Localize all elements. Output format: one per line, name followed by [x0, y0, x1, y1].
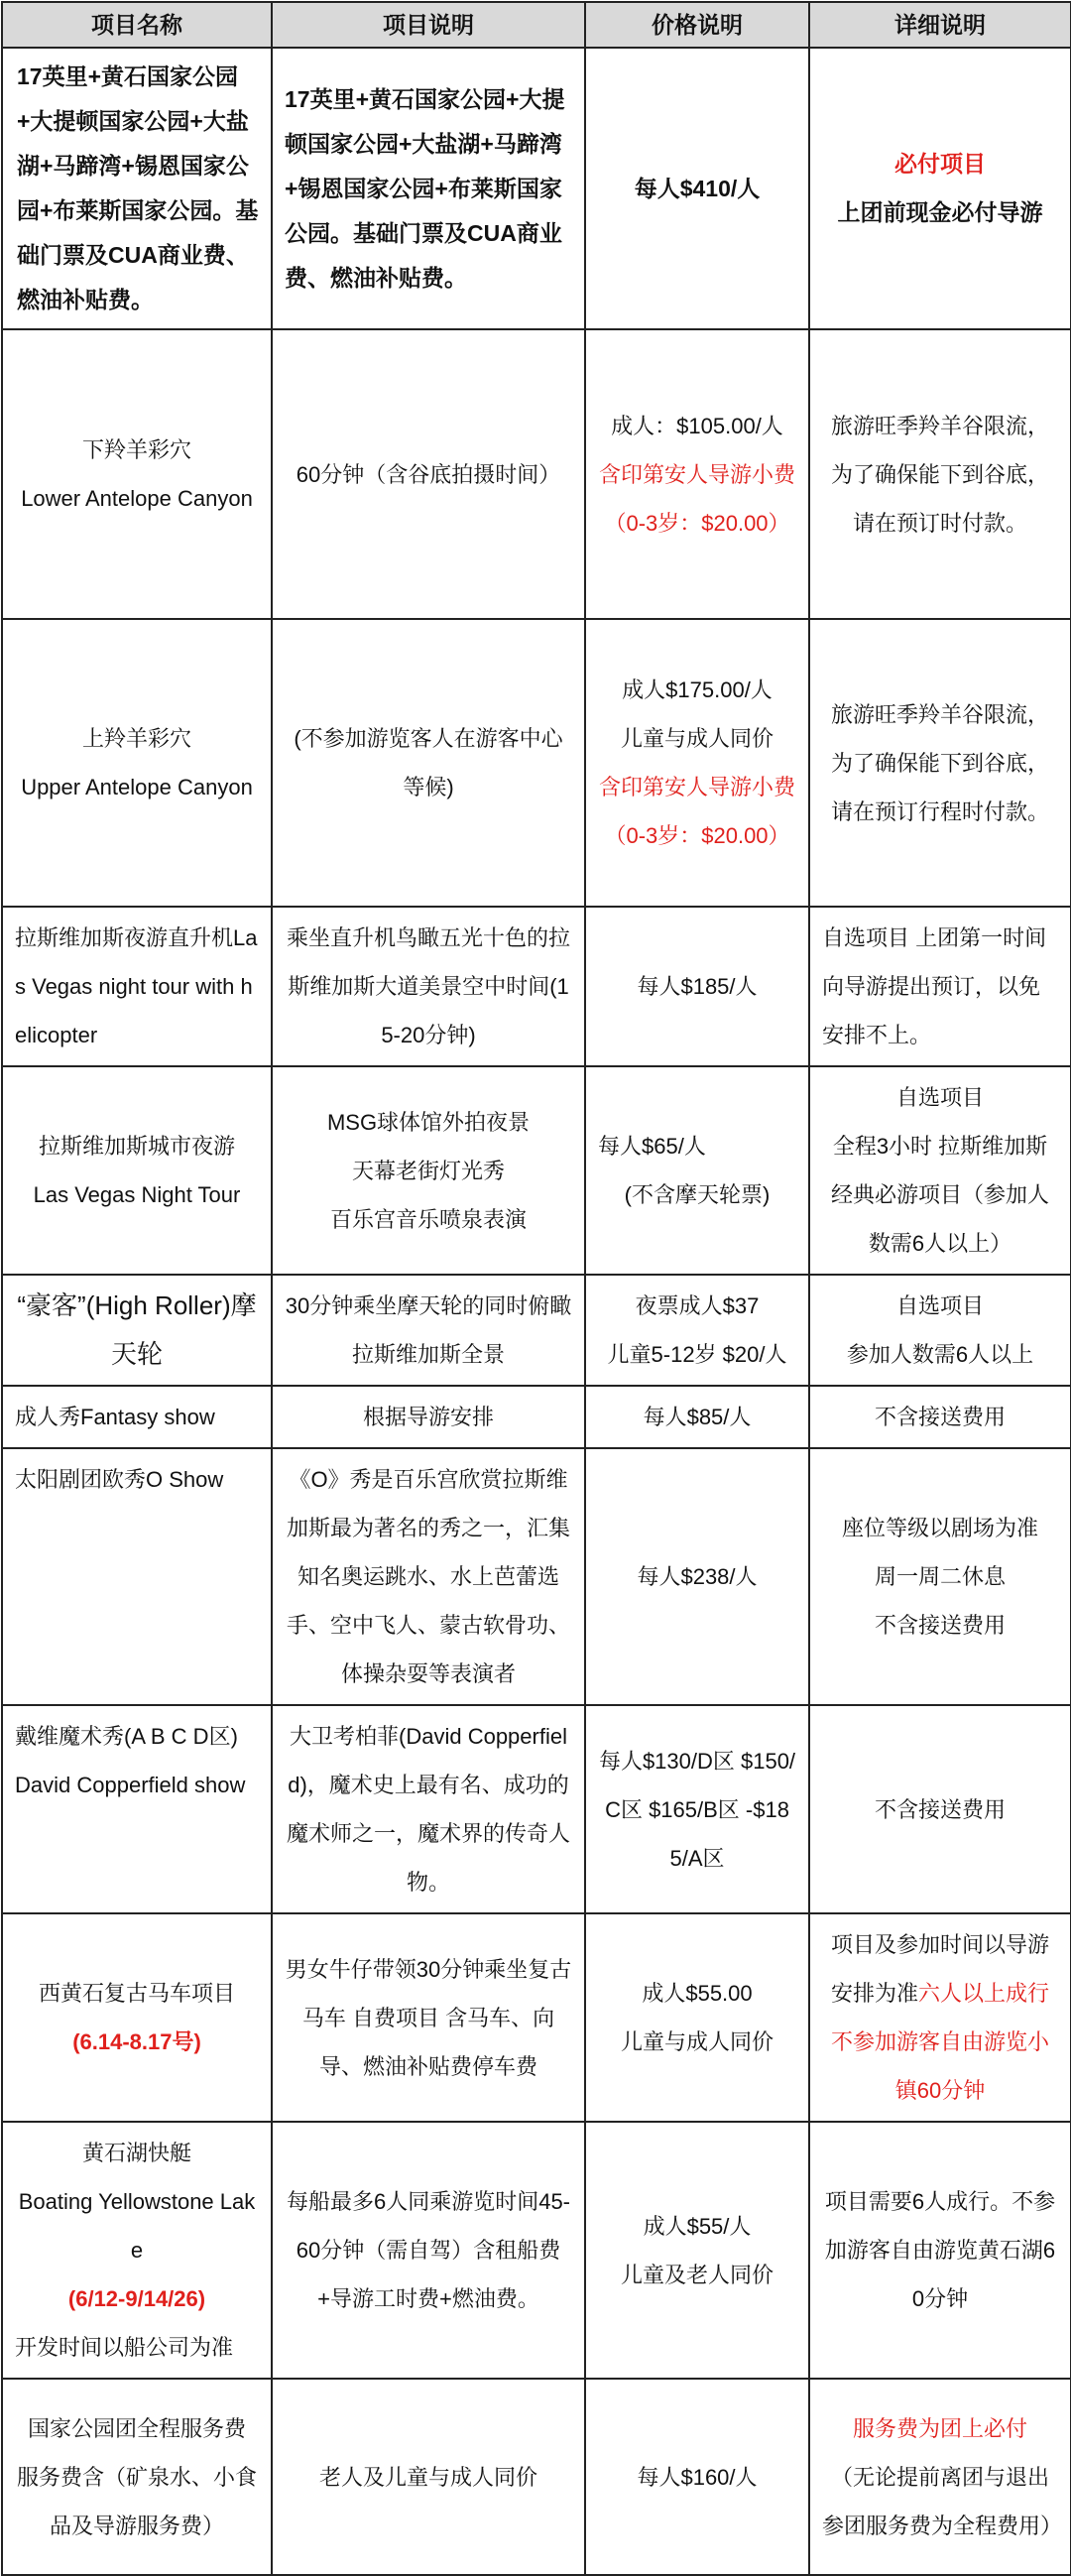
item-desc: 根据导游安排: [272, 1386, 585, 1448]
name-note: 开发时间以船公司为准: [15, 2335, 234, 2360]
item-desc: 乘坐直升机鸟瞰五光十色的拉斯维加斯大道美景空中时间(15-20分钟): [272, 907, 585, 1066]
table-row: [2, 2379, 1071, 2575]
item-price: [585, 619, 809, 907]
item-price: [585, 1275, 809, 1386]
item-detail: [809, 1913, 1071, 2122]
item-desc: [272, 1066, 585, 1275]
item-detail: 旅游旺季羚羊谷限流，为了确保能下到谷底，请在预订时付款。: [809, 329, 1071, 619]
item-detail: [809, 1066, 1071, 1275]
detail-line: 参加人数需6人以上: [846, 1342, 1034, 1367]
item-detail: [809, 1448, 1071, 1705]
table-row: [2, 1066, 1071, 1275]
price-note: (不含摩天轮票): [624, 1182, 771, 1207]
detail-line: 座位等级以剧场为准: [841, 1516, 1038, 1540]
price-tip-note: 含印第安人导游小费: [598, 461, 795, 487]
detail-required-label: 必付项目: [894, 151, 986, 177]
item-desc: (不参加游览客人在游客中心等候): [272, 619, 585, 907]
item-name: 拉斯维加斯夜游直升机Las Vegas night tour with helicopter: [2, 907, 272, 1066]
item-desc: 每船最多6人同乘游览时间45-60分钟（需自驾）含租船费+导游工时费+燃油费。: [272, 2122, 585, 2379]
item-detail: 旅游旺季羚羊谷限流，为了确保能下到谷底，请在预订行程时付款。: [809, 619, 1071, 907]
item-price: 每人$185/人: [585, 907, 809, 1066]
item-desc: 《O》秀是百乐宫欣赏拉斯维加斯最为著名的秀之一，汇集知名奥运跳水、水上芭蕾选手、空中飞人、蒙古软骨功、体操杂耍等表演者: [272, 1448, 585, 1705]
detail-text: 项目及参加时间以导游安排为准: [830, 1932, 1049, 2006]
item-name: [2, 1066, 272, 1275]
name-cn: 上羚羊彩穴: [81, 726, 191, 751]
table-row: [2, 1448, 1071, 1705]
item-price: 每人$238/人: [585, 1448, 809, 1705]
price-child: 儿童及老人同价: [620, 2262, 774, 2287]
item-detail: 项目需要6人成行。不参加游客自由游览黄石湖60分钟: [809, 2122, 1071, 2379]
price-child-note: （0-3岁：$20.00）: [604, 510, 790, 536]
item-name: “豪客”(High Roller)摩天轮: [2, 1275, 272, 1386]
price-child: 儿童5-12岁 $20/人: [607, 1342, 787, 1367]
item-price: 每人$130/D区 $150/C区 $165/B区 -$185/A区: [585, 1705, 809, 1913]
item-name: 太阳剧团欧秀O Show: [2, 1448, 272, 1705]
detail-line: 周一周二休息: [874, 1564, 1006, 1589]
desc-line: MSG球体馆外拍夜景: [326, 1109, 531, 1135]
price-adult: 成人：$105.00/人: [611, 413, 783, 438]
item-name: 戴维魔术秀(A B C D区) David Copperfield show: [2, 1705, 272, 1913]
header-row: [2, 2, 1071, 48]
detail-line: 自选项目: [895, 1293, 984, 1318]
table-row: [2, 907, 1071, 1066]
header-detail: 详细说明: [809, 2, 1071, 48]
item-price: 每人$160/人: [585, 2379, 809, 2575]
item-price: [585, 1066, 809, 1275]
name-date-range: (6/12-9/14/26): [67, 2286, 206, 2311]
detail-required-label: 服务费为团上必付: [852, 2415, 1027, 2441]
name-cn: 黄石湖快艇: [81, 2141, 191, 2165]
header-price: 价格说明: [585, 2, 809, 48]
table-row: [2, 1913, 1071, 2122]
name-cn: 下羚羊彩穴: [81, 437, 191, 462]
item-price: [585, 1913, 809, 2122]
price-child: 儿童与成人同价: [620, 2029, 774, 2054]
item-name: [2, 329, 272, 619]
item-detail: 自选项目 上团第一时间向导游提出预订，以免安排不上。: [809, 907, 1071, 1066]
table-row: [2, 48, 1071, 329]
price-adult: 成人$175.00/人: [622, 677, 773, 702]
item-name: [2, 2122, 272, 2379]
detail-text: 上团前现金必付导游: [837, 199, 1043, 225]
item-price: 每人$410/人: [585, 48, 809, 329]
detail-line: 自选项目: [895, 1085, 984, 1110]
price-adult: 成人$55.00: [642, 1981, 753, 2006]
table-row: [2, 1705, 1071, 1913]
name-cn: 拉斯维加斯城市夜游: [38, 1134, 235, 1159]
detail-line: 不含接送费用: [874, 1613, 1006, 1638]
detail-line: 全程3小时 拉斯维加斯经典必游项目（参加人数需6人以上）: [830, 1134, 1049, 1256]
item-name: 17英里+黄石国家公园+大提顿国家公园+大盐湖+马蹄湾+锡恩国家公园+布莱斯国家公园。基础门票及CUA商业费、燃油补贴费。: [2, 48, 272, 329]
name-en: Las Vegas Night Tour: [33, 1182, 241, 1207]
price-adult: 每人$65/人: [598, 1134, 706, 1159]
item-desc: 60分钟（含谷底拍摄时间）: [272, 329, 585, 619]
item-name: 成人秀Fantasy show: [2, 1386, 272, 1448]
detail-red-text: 六人以上成行 不参加游客自由游览小镇60分钟: [830, 1981, 1050, 2103]
item-detail: 不含接送费用: [809, 1705, 1071, 1913]
item-name: [2, 2379, 272, 2575]
name-line: 国家公园团全程服务费: [27, 2415, 246, 2441]
price-child-note: （0-3岁：$20.00）: [604, 823, 790, 848]
item-desc: 男女牛仔带领30分钟乘坐复古马车 自费项目 含马车、向导、燃油补贴费停车费: [272, 1913, 585, 2122]
item-detail: [809, 1275, 1071, 1386]
item-name: [2, 1913, 272, 2122]
price-adult: 成人$55/人: [643, 2213, 752, 2239]
price-tip-note: 含印第安人导游小费: [598, 775, 795, 799]
name-en: Boating Yellowstone Lake: [18, 2189, 256, 2263]
item-detail: [809, 48, 1071, 329]
desc-line: 天幕老街灯光秀: [351, 1158, 505, 1183]
price-adult: 夜票成人$37: [635, 1293, 760, 1318]
name-en: Lower Antelope Canyon: [21, 486, 253, 511]
name-en: Upper Antelope Canyon: [21, 775, 253, 799]
item-detail: 不含接送费用: [809, 1386, 1071, 1448]
header-name: 项目名称: [2, 2, 272, 48]
table-row: [2, 1275, 1071, 1386]
desc-line: 百乐宫音乐喷泉表演: [329, 1206, 527, 1232]
item-desc: 17英里+黄石国家公园+大提顿国家公园+大盐湖+马蹄湾+锡恩国家公园+布莱斯国家公园。基础门票及CUA商业费、燃油补贴费。: [272, 48, 585, 329]
name-line: 服务费含（矿泉水、小食品及导游服务费）: [16, 2464, 257, 2538]
detail-text: （无论提前离团与退出参团服务费为全程费用）: [822, 2464, 1063, 2538]
item-price: [585, 2122, 809, 2379]
name-date-range: (6.14-8.17号): [72, 2029, 201, 2054]
item-detail: [809, 2379, 1071, 2575]
item-desc: 大卫考柏菲(David Copperfield)，魔术史上最有名、成功的魔术师之一，魔术界的传奇人物。: [272, 1705, 585, 1913]
item-desc: 老人及儿童与成人同价: [272, 2379, 585, 2575]
name-cn: 西黄石复古马车项目: [38, 1981, 235, 2006]
header-desc: 项目说明: [272, 2, 585, 48]
item-price: [585, 329, 809, 619]
item-name: [2, 619, 272, 907]
item-desc: 30分钟乘坐摩天轮的同时俯瞰拉斯维加斯全景: [272, 1275, 585, 1386]
table-row: [2, 2122, 1071, 2379]
table-row: [2, 1386, 1071, 1448]
table-row: [2, 619, 1071, 907]
price-table: [1, 1, 1071, 2576]
table-row: [2, 329, 1071, 619]
price-child: 儿童与成人同价: [620, 726, 774, 751]
item-price: 每人$85/人: [585, 1386, 809, 1448]
